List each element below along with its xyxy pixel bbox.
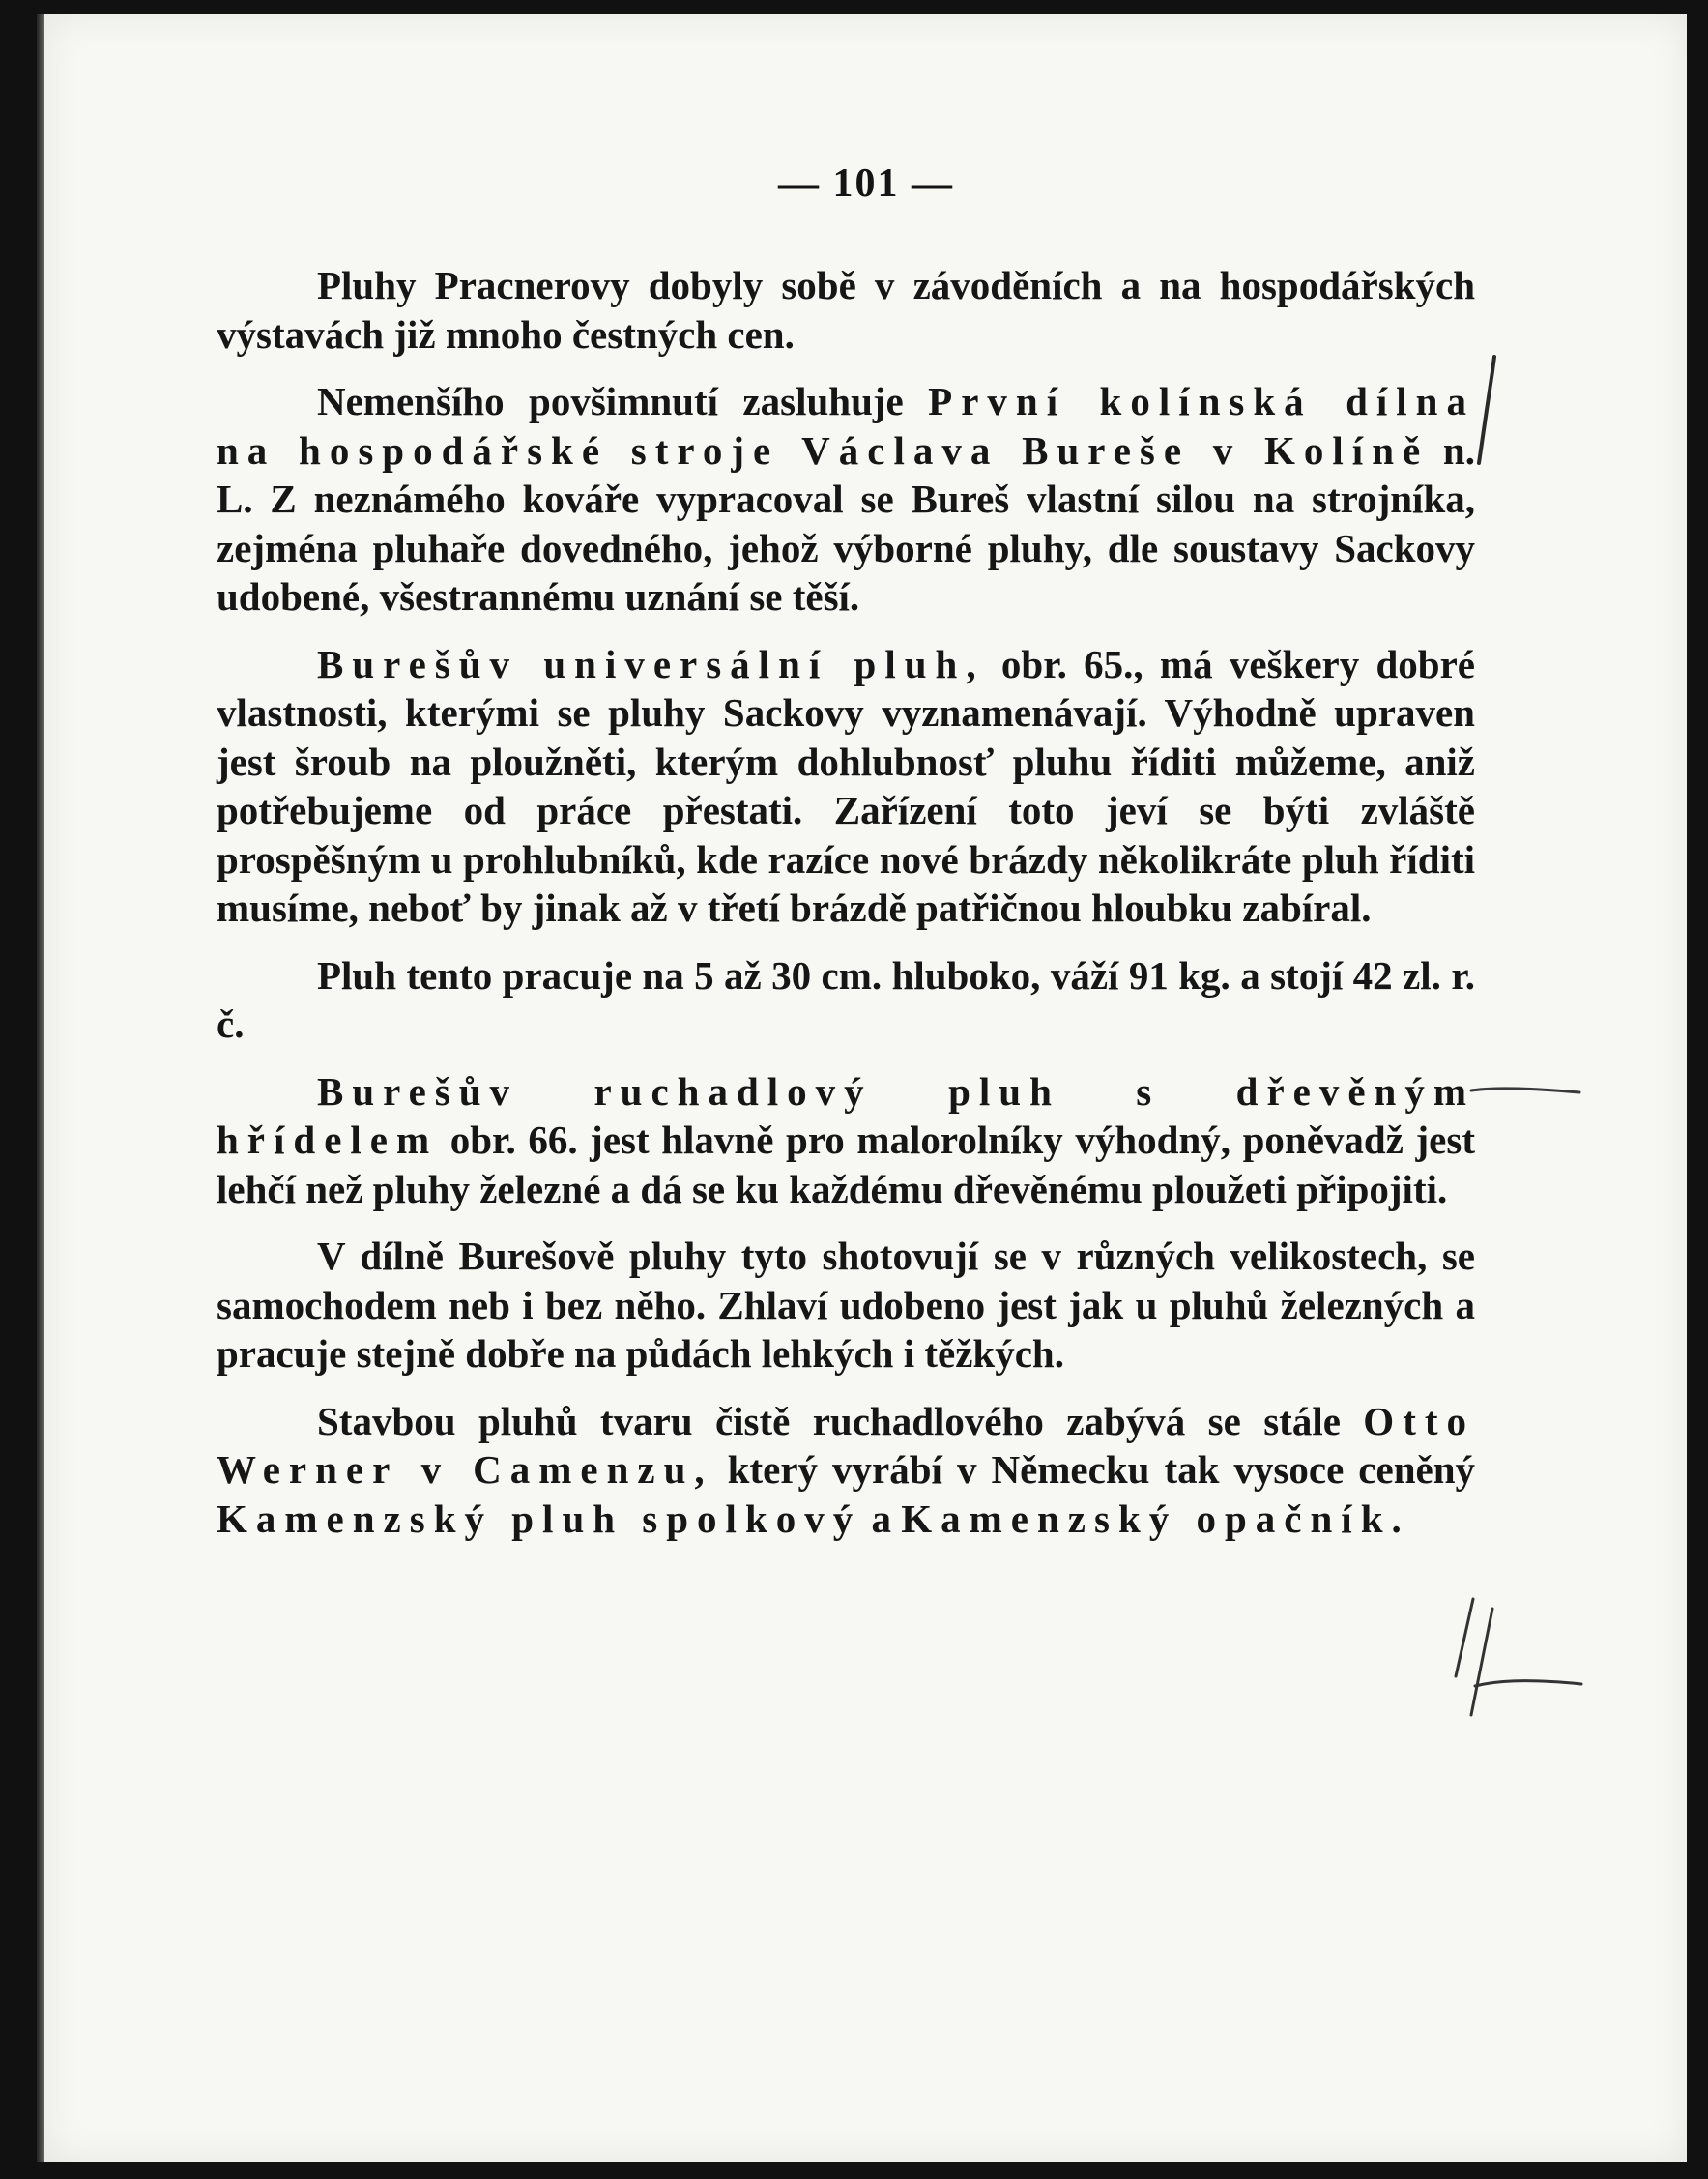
paragraph-text: který vyrábí v Německu tak vysoce ceněný [712, 1447, 1475, 1492]
paragraph-2 [217, 377, 1475, 622]
paragraph-text: a [861, 1496, 902, 1541]
spaced-emphasis: První kolínská dílna na hospodářské stroje Václava Bureše v Kolíně [217, 379, 1475, 473]
paragraph-7 [217, 1397, 1475, 1544]
paragraph-text: V dílně Burešově pluhy tyto shotovují se v různých velikostech, se samochodem neb i bez něho. Zhlaví udobeno jest jak u pluhů železných a pracuje stejně dobře na půdách lehkých i těžkých. [217, 1234, 1475, 1376]
paragraph-5 [217, 1067, 1475, 1214]
book-page [44, 14, 1688, 2162]
page-right-edge [1687, 0, 1708, 2179]
paragraph-text: obr. 66. jest hlavně pro malorolníky výhodný, poněvadž jest lehčí než pluhy železné a dá se ku každému dřevěnému ploužeti připojiti. [217, 1118, 1475, 1211]
paragraph-text: n. L. Z neznámého kováře vypracoval se Bureš vlastní silou na strojníka, zejména pluhaře dovedného, jehož výborné pluhy, dle soustavy Sackovy udobené, všestrannému uznání se těší. [217, 427, 1475, 619]
paragraph-text: obr. 65., má veškery dobré vlastnosti, kterými se pluhy Sackovy vyznamenávají. Výhodně upraven jest šroub na ploužněti, kterým dohlubnosť pluhu říditi můžeme, aniž potřebujeme od práce přestati. Zařízení toto jeví se býti zvláště prospěšným u prohlubníků, kde razíce nové brázdy několikráte pluh říditi musíme, neboť by jinak až v třetí brázdě patřičnou hloubku zabíral. [217, 641, 1475, 930]
spaced-emphasis: Kamenzský opačník. [901, 1496, 1410, 1541]
page-bottom-edge [0, 2162, 1708, 2179]
paragraph-4 [217, 951, 1475, 1049]
spaced-emphasis: Burešův ruchadlový pluh s dřevěným hřídelem [217, 1068, 1475, 1162]
paragraph-text: Pluh tento pracuje na 5 až 30 cm. hluboko, váží 91 kg. a stojí 42 zl. r. č. [217, 952, 1475, 1046]
margin-pencil-mark-1 [1465, 352, 1504, 478]
margin-pencil-mark-2 [1467, 1077, 1583, 1106]
margin-pencil-mark-3 [1436, 1589, 1591, 1734]
paragraph-3 [217, 640, 1475, 933]
paragraph-6 [217, 1232, 1475, 1379]
body-text [217, 261, 1475, 1561]
spaced-emphasis: Burešův universální pluh, [317, 641, 985, 686]
paragraph-text: Nemenšího povšimnutí zasluhuje [317, 379, 929, 423]
paragraph-text: Pluhy Pracnerovy dobyly sobě v závoděních a na hospodářských výstavách již mnoho čestných cen. [217, 263, 1475, 357]
paragraph-text: Stavbou pluhů tvaru čistě ruchadlového zabývá se stále [317, 1398, 1364, 1443]
page-number: — 101 — [778, 161, 954, 206]
paragraph-1 [217, 261, 1475, 359]
spaced-emphasis: Kamenzský pluh spolkový [217, 1496, 862, 1541]
spaced-emphasis: Otto Werner v Camenzu, [217, 1398, 1475, 1492]
